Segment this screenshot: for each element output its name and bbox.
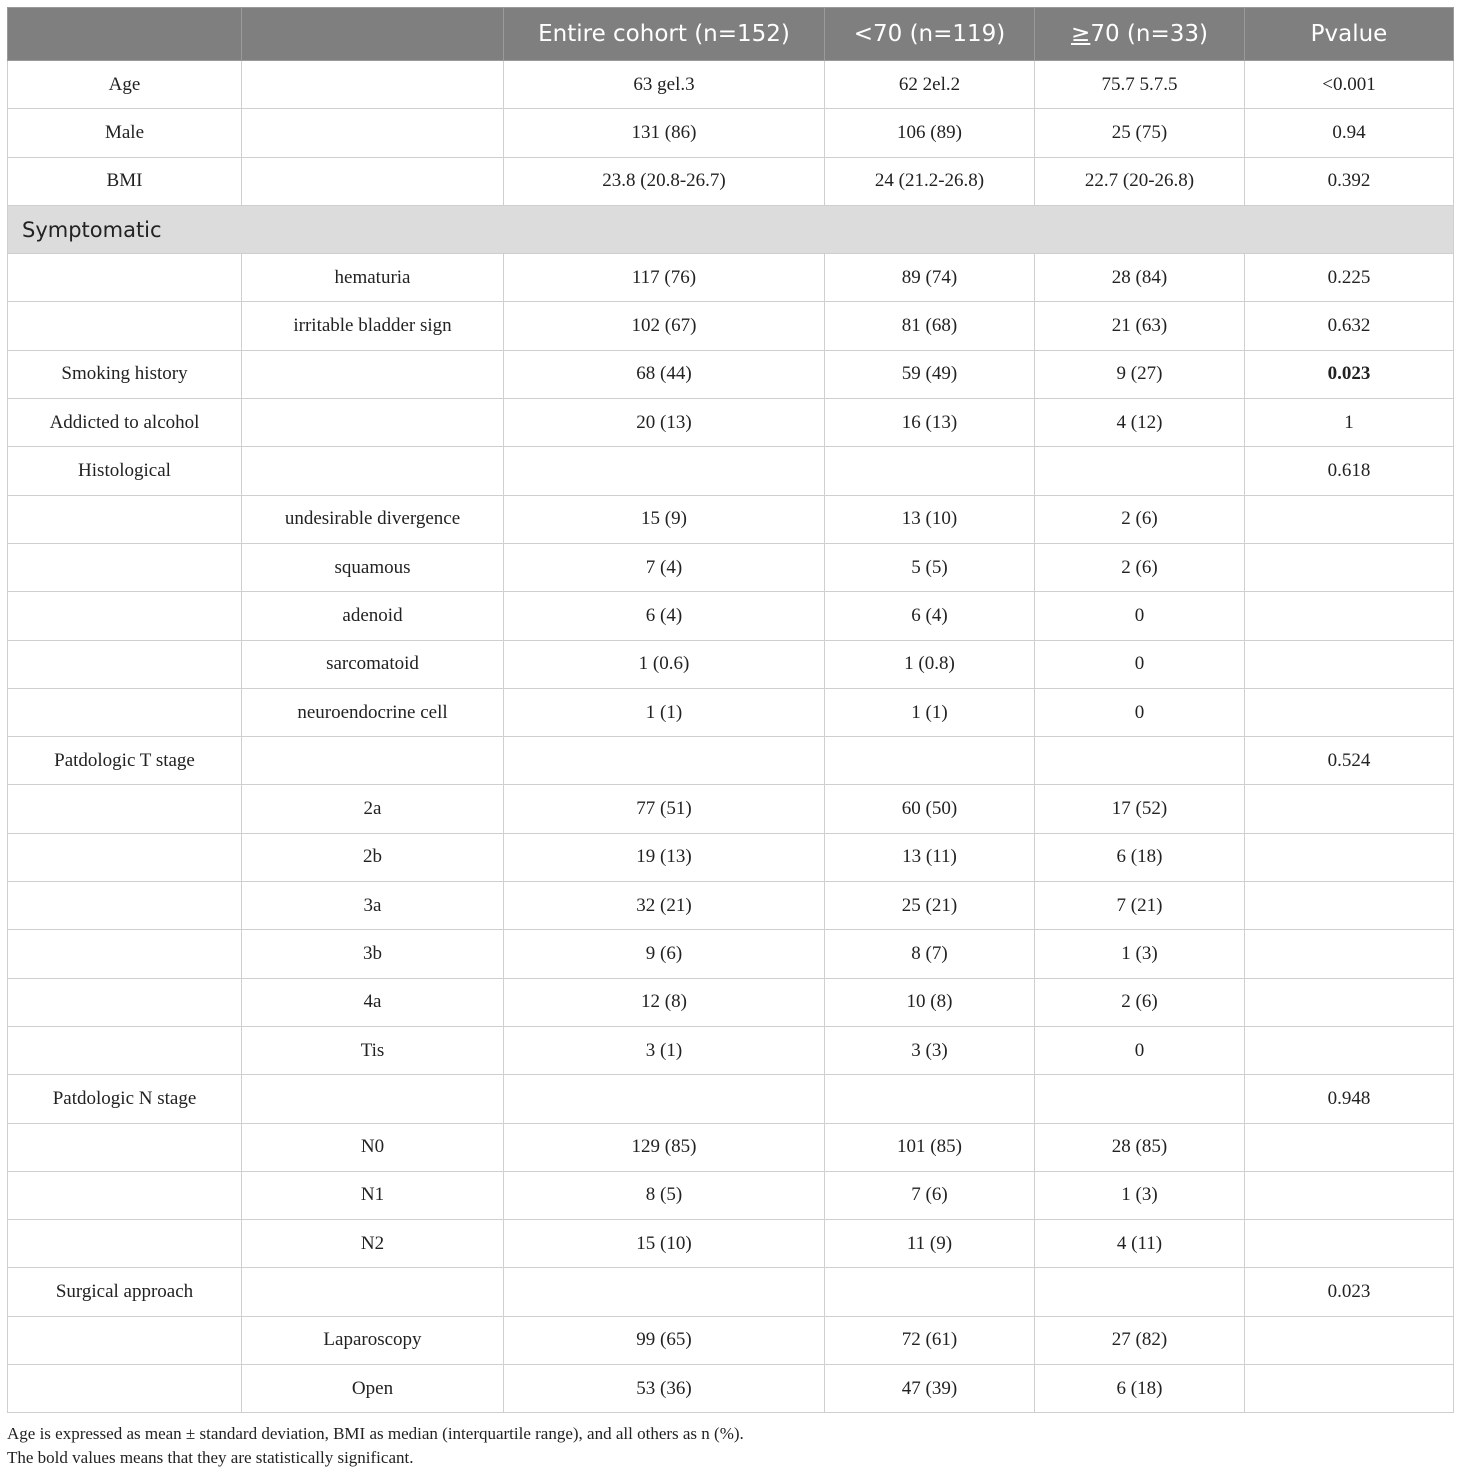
row-label-cell <box>8 688 242 736</box>
table-row <box>8 109 1454 157</box>
header-pvalue: Pvalue <box>1245 8 1454 61</box>
over-70-cell: 25 (75) <box>1035 109 1245 157</box>
over-70-cell: 7 (21) <box>1035 882 1245 930</box>
header-label <box>8 8 242 61</box>
row-sublabel-cell <box>242 399 504 447</box>
entire-cohort-cell: 99 (65) <box>504 1316 825 1364</box>
pvalue-cell <box>1245 833 1454 881</box>
row-label-cell: Smoking history <box>8 350 242 398</box>
row-sublabel-cell <box>242 1075 504 1123</box>
row-label-cell: Age <box>8 61 242 109</box>
table-row <box>8 399 1454 447</box>
entire-cohort-cell <box>504 737 825 785</box>
table-footnotes <box>7 1422 1453 1470</box>
row-sublabel-cell <box>242 737 504 785</box>
row-label-cell: Surgical approach <box>8 1268 242 1316</box>
under-70-cell: 59 (49) <box>825 350 1035 398</box>
row-sublabel-cell: Tis <box>242 1026 504 1074</box>
table-row <box>8 447 1454 495</box>
pvalue-cell <box>1245 1316 1454 1364</box>
entire-cohort-cell: 1 (1) <box>504 688 825 736</box>
table-row <box>8 1268 1454 1316</box>
under-70-cell: 62 2el.2 <box>825 61 1035 109</box>
header-ge70-text: 70 (n=33) <box>1090 21 1208 47</box>
entire-cohort-cell: 9 (6) <box>504 930 825 978</box>
entire-cohort-cell <box>504 1075 825 1123</box>
over-70-cell: 6 (18) <box>1035 1365 1245 1413</box>
over-70-cell: 4 (12) <box>1035 399 1245 447</box>
over-70-cell: 1 (3) <box>1035 930 1245 978</box>
entire-cohort-cell: 19 (13) <box>504 833 825 881</box>
over-70-cell <box>1035 1075 1245 1123</box>
row-label-cell: Patdologic T stage <box>8 737 242 785</box>
row-label-cell: Patdologic N stage <box>8 1075 242 1123</box>
table-row <box>8 785 1454 833</box>
table-row <box>8 495 1454 543</box>
row-sublabel-cell: 3b <box>242 930 504 978</box>
row-sublabel-cell: hematuria <box>242 254 504 302</box>
row-sublabel-cell <box>242 157 504 205</box>
row-label-cell <box>8 930 242 978</box>
entire-cohort-cell: 63 gel.3 <box>504 61 825 109</box>
pvalue-cell <box>1245 1365 1454 1413</box>
over-70-cell: 9 (27) <box>1035 350 1245 398</box>
table-row <box>8 1075 1454 1123</box>
row-label-cell: Male <box>8 109 242 157</box>
over-70-cell: 75.7 5.7.5 <box>1035 61 1245 109</box>
over-70-cell: 2 (6) <box>1035 543 1245 591</box>
table-row <box>8 1316 1454 1364</box>
table-row <box>8 882 1454 930</box>
entire-cohort-cell: 7 (4) <box>504 543 825 591</box>
under-70-cell: 13 (10) <box>825 495 1035 543</box>
pvalue-cell: 0.632 <box>1245 302 1454 350</box>
row-sublabel-cell: squamous <box>242 543 504 591</box>
table-row <box>8 640 1454 688</box>
row-sublabel-cell: neuroendocrine cell <box>242 688 504 736</box>
footnote-statistics: Age is expressed as mean ± standard deviation, BMI as median (interquartile range), and all others as n (%). <box>7 1424 744 1443</box>
row-sublabel-cell: N2 <box>242 1220 504 1268</box>
row-label-cell <box>8 543 242 591</box>
row-label-cell: Addicted to alcohol <box>8 399 242 447</box>
row-label-cell <box>8 1171 242 1219</box>
row-sublabel-cell: Laparoscopy <box>242 1316 504 1364</box>
table-container <box>7 7 1453 1413</box>
under-70-cell: 106 (89) <box>825 109 1035 157</box>
table-row <box>8 157 1454 205</box>
pvalue-cell <box>1245 1171 1454 1219</box>
entire-cohort-cell: 32 (21) <box>504 882 825 930</box>
over-70-cell: 4 (11) <box>1035 1220 1245 1268</box>
pvalue-cell: 0.618 <box>1245 447 1454 495</box>
over-70-cell: 2 (6) <box>1035 978 1245 1026</box>
table-row <box>8 592 1454 640</box>
table-row <box>8 1171 1454 1219</box>
pvalue-cell <box>1245 1026 1454 1074</box>
table-row <box>8 350 1454 398</box>
row-sublabel-cell: 2a <box>242 785 504 833</box>
row-sublabel-cell: 3a <box>242 882 504 930</box>
row-label-cell <box>8 978 242 1026</box>
pvalue-cell <box>1245 930 1454 978</box>
entire-cohort-cell: 102 (67) <box>504 302 825 350</box>
row-label-cell <box>8 1123 242 1171</box>
row-label-cell <box>8 785 242 833</box>
section-row <box>8 205 1454 253</box>
pvalue-cell <box>1245 882 1454 930</box>
cohort-characteristics-table <box>7 7 1454 1413</box>
over-70-cell: 0 <box>1035 1026 1245 1074</box>
over-70-cell: 0 <box>1035 688 1245 736</box>
row-sublabel-cell: N0 <box>242 1123 504 1171</box>
row-label-cell: Histological <box>8 447 242 495</box>
table-row <box>8 1220 1454 1268</box>
header-entire-cohort: Entire cohort (n=152) <box>504 8 825 61</box>
entire-cohort-cell: 1 (0.6) <box>504 640 825 688</box>
over-70-cell: 6 (18) <box>1035 833 1245 881</box>
row-label-cell <box>8 1316 242 1364</box>
row-label-cell <box>8 495 242 543</box>
table-row <box>8 1026 1454 1074</box>
over-70-cell <box>1035 737 1245 785</box>
entire-cohort-cell: 15 (9) <box>504 495 825 543</box>
entire-cohort-cell: 23.8 (20.8-26.7) <box>504 157 825 205</box>
table-row <box>8 833 1454 881</box>
table-row <box>8 1365 1454 1413</box>
under-70-cell: 25 (21) <box>825 882 1035 930</box>
under-70-cell: 11 (9) <box>825 1220 1035 1268</box>
table-body <box>8 61 1454 1413</box>
entire-cohort-cell <box>504 1268 825 1316</box>
pvalue-cell <box>1245 1220 1454 1268</box>
under-70-cell: 5 (5) <box>825 543 1035 591</box>
entire-cohort-cell: 3 (1) <box>504 1026 825 1074</box>
pvalue-cell <box>1245 978 1454 1026</box>
over-70-cell: 2 (6) <box>1035 495 1245 543</box>
section-title: Symptomatic <box>8 205 1454 253</box>
under-70-cell <box>825 1075 1035 1123</box>
pvalue-cell: 0.023 <box>1245 350 1454 398</box>
under-70-cell: 13 (11) <box>825 833 1035 881</box>
row-sublabel-cell <box>242 447 504 495</box>
under-70-cell: 7 (6) <box>825 1171 1035 1219</box>
under-70-cell: 60 (50) <box>825 785 1035 833</box>
pvalue-cell <box>1245 592 1454 640</box>
row-label-cell <box>8 254 242 302</box>
entire-cohort-cell: 68 (44) <box>504 350 825 398</box>
header-70-and-over <box>1035 8 1245 61</box>
under-70-cell: 6 (4) <box>825 592 1035 640</box>
under-70-cell: 1 (0.8) <box>825 640 1035 688</box>
under-70-cell: 47 (39) <box>825 1365 1035 1413</box>
under-70-cell: 24 (21.2-26.8) <box>825 157 1035 205</box>
row-sublabel-cell: adenoid <box>242 592 504 640</box>
row-label-cell <box>8 592 242 640</box>
row-label-cell <box>8 640 242 688</box>
under-70-cell: 89 (74) <box>825 254 1035 302</box>
row-label-cell <box>8 1365 242 1413</box>
row-sublabel-cell <box>242 109 504 157</box>
pvalue-cell <box>1245 640 1454 688</box>
pvalue-cell <box>1245 785 1454 833</box>
under-70-cell <box>825 1268 1035 1316</box>
row-sublabel-cell <box>242 350 504 398</box>
pvalue-cell: 0.948 <box>1245 1075 1454 1123</box>
table-row <box>8 737 1454 785</box>
header-ge-symbol: ≥ <box>1071 21 1091 47</box>
entire-cohort-cell: 6 (4) <box>504 592 825 640</box>
over-70-cell: 28 (84) <box>1035 254 1245 302</box>
pvalue-cell <box>1245 688 1454 736</box>
under-70-cell: 8 (7) <box>825 930 1035 978</box>
row-label-cell <box>8 1220 242 1268</box>
pvalue-cell: 0.023 <box>1245 1268 1454 1316</box>
pvalue-cell <box>1245 543 1454 591</box>
over-70-cell: 17 (52) <box>1035 785 1245 833</box>
over-70-cell: 1 (3) <box>1035 1171 1245 1219</box>
footnote-bold-values: The bold values means that they are statistically significant. <box>7 1448 414 1467</box>
pvalue-cell: <0.001 <box>1245 61 1454 109</box>
entire-cohort-cell <box>504 447 825 495</box>
over-70-cell <box>1035 447 1245 495</box>
entire-cohort-cell: 15 (10) <box>504 1220 825 1268</box>
table-row <box>8 930 1454 978</box>
under-70-cell: 10 (8) <box>825 978 1035 1026</box>
entire-cohort-cell: 77 (51) <box>504 785 825 833</box>
header-sublabel <box>242 8 504 61</box>
over-70-cell: 22.7 (20-26.8) <box>1035 157 1245 205</box>
over-70-cell: 21 (63) <box>1035 302 1245 350</box>
entire-cohort-cell: 129 (85) <box>504 1123 825 1171</box>
row-sublabel-cell: 4a <box>242 978 504 1026</box>
row-label-cell <box>8 833 242 881</box>
pvalue-cell: 1 <box>1245 399 1454 447</box>
over-70-cell: 0 <box>1035 592 1245 640</box>
row-sublabel-cell: 2b <box>242 833 504 881</box>
under-70-cell: 16 (13) <box>825 399 1035 447</box>
under-70-cell: 101 (85) <box>825 1123 1035 1171</box>
table-row <box>8 302 1454 350</box>
entire-cohort-cell: 8 (5) <box>504 1171 825 1219</box>
entire-cohort-cell: 20 (13) <box>504 399 825 447</box>
under-70-cell: 81 (68) <box>825 302 1035 350</box>
row-sublabel-cell: undesirable divergence <box>242 495 504 543</box>
row-sublabel-cell: sarcomatoid <box>242 640 504 688</box>
table-row <box>8 61 1454 109</box>
pvalue-cell: 0.94 <box>1245 109 1454 157</box>
table-row <box>8 254 1454 302</box>
header-under-70: <70 (n=119) <box>825 8 1035 61</box>
table-row <box>8 688 1454 736</box>
under-70-cell: 72 (61) <box>825 1316 1035 1364</box>
over-70-cell: 0 <box>1035 640 1245 688</box>
pvalue-cell <box>1245 495 1454 543</box>
entire-cohort-cell: 131 (86) <box>504 109 825 157</box>
over-70-cell: 27 (82) <box>1035 1316 1245 1364</box>
under-70-cell: 1 (1) <box>825 688 1035 736</box>
over-70-cell <box>1035 1268 1245 1316</box>
row-sublabel-cell: irritable bladder sign <box>242 302 504 350</box>
row-label-cell: BMI <box>8 157 242 205</box>
over-70-cell: 28 (85) <box>1035 1123 1245 1171</box>
entire-cohort-cell: 53 (36) <box>504 1365 825 1413</box>
row-label-cell <box>8 302 242 350</box>
table-row <box>8 1123 1454 1171</box>
entire-cohort-cell: 12 (8) <box>504 978 825 1026</box>
table-row <box>8 978 1454 1026</box>
under-70-cell: 3 (3) <box>825 1026 1035 1074</box>
under-70-cell <box>825 447 1035 495</box>
pvalue-cell: 0.392 <box>1245 157 1454 205</box>
entire-cohort-cell: 117 (76) <box>504 254 825 302</box>
pvalue-cell: 0.524 <box>1245 737 1454 785</box>
pvalue-cell <box>1245 1123 1454 1171</box>
row-sublabel-cell <box>242 61 504 109</box>
table-row <box>8 543 1454 591</box>
table-header-row <box>8 8 1454 61</box>
row-label-cell <box>8 1026 242 1074</box>
row-sublabel-cell: N1 <box>242 1171 504 1219</box>
row-sublabel-cell: Open <box>242 1365 504 1413</box>
row-sublabel-cell <box>242 1268 504 1316</box>
under-70-cell <box>825 737 1035 785</box>
row-label-cell <box>8 882 242 930</box>
pvalue-cell: 0.225 <box>1245 254 1454 302</box>
